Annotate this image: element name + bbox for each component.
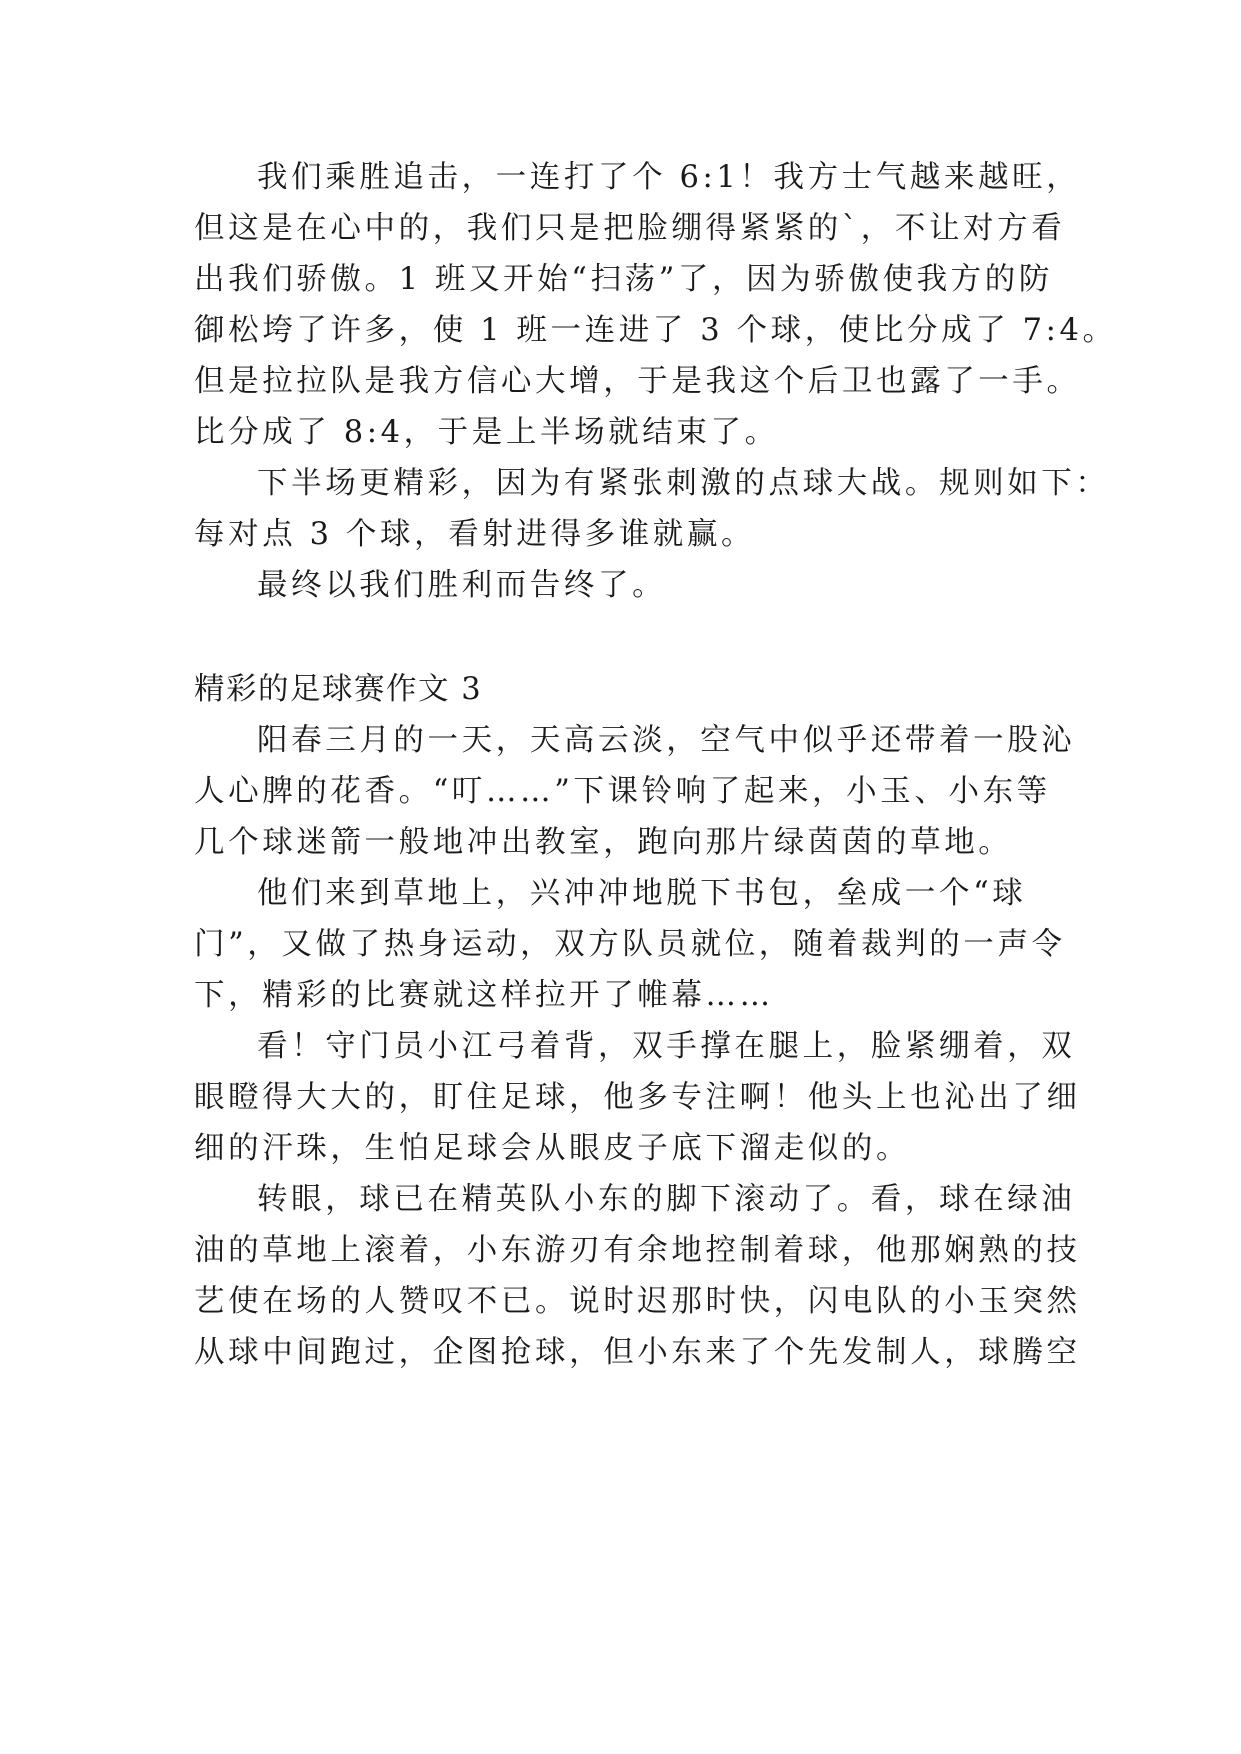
paragraph-line: 但这是在心中的，我们只是把脸绷得紧紧的`，不让对方看 [194,211,1066,246]
paragraph-line: 我们乘胜追击，一连打了个 6:1！我方士气越来越旺， [257,160,1081,195]
paragraph-line: 下半场更精彩，因为有紧张刺激的点球大战。规则如下： [257,466,1110,501]
paragraph-line: 门”，又做了热身运动，双方队员就位，随着裁判的一声令 [194,927,1066,962]
paragraph-line: 从球中间跑过，企图抢球，但小东来了个先发制人，球腾空 [194,1335,1081,1370]
paragraph-line: 看！守门员小江弓着背，双手撑在腿上，脸紧绷着，双 [257,1029,1076,1064]
paragraph-line: 转眼，球已在精英队小东的脚下滚动了。看，球在绿油 [257,1182,1076,1217]
paragraph-line: 下，精彩的比赛就这样拉开了帷幕…… [194,978,774,1013]
paragraph-line: 阳春三月的一天，天高云淡，空气中似乎还带着一股沁 [257,723,1076,758]
paragraph-line: 他们来到草地上，兴冲冲地脱下书包，垒成一个“球 [257,876,1027,911]
paragraph-line: 出我们骄傲。1 班又开始“扫荡”了，因为骄傲使我方的防 [194,262,1053,297]
paragraph-line: 每对点 3 个球，看射进得多谁就赢。 [194,517,756,552]
paragraph-line: 最终以我们胜利而告终了。 [257,568,667,603]
paragraph-line: 艺使在场的人赞叹不已。说时迟那时快，闪电队的小玉突然 [194,1284,1081,1319]
paragraph-line: 油的草地上滚着，小东游刃有余地控制着球，他那娴熟的技 [194,1233,1081,1268]
paragraph-line: 眼瞪得大大的，盯住足球，他多专注啊！他头上也沁出了细 [194,1080,1081,1115]
paragraph-line: 御松垮了许多，使 1 班一连进了 3 个球，使比分成了 7:4。 [194,313,1117,348]
paragraph-line: 人心脾的花香。“叮……”下课铃响了起来，小玉、小东等 [194,774,1051,809]
paragraph-line: 比分成了 8:4，于是上半场就结束了。 [194,415,779,450]
section-title: 精彩的足球赛作文 3 [194,672,483,707]
paragraph-line: 细的汗珠，生怕足球会从眼皮子底下溜走似的。 [194,1131,911,1166]
paragraph-line: 但是拉拉队是我方信心大增，于是我这个后卫也露了一手。 [194,364,1081,399]
paragraph-line: 几个球迷箭一般地冲出教室，跑向那片绿茵茵的草地。 [194,825,1013,860]
